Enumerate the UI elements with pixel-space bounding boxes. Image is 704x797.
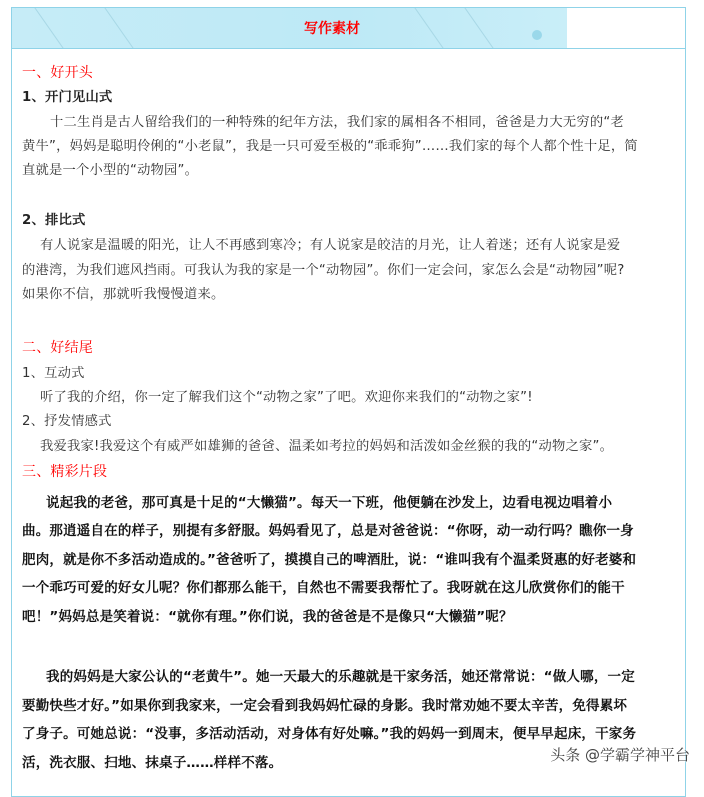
section-heading: 二、好结尾 [22, 340, 93, 356]
watermark: 头条 @学霸学神平台 [550, 746, 690, 764]
text-line: 曲。那逍遥自在的样子，别提有多舒服。妈妈看见了，总是对爸爸说：“你呀，动一动行吗？瞧你一身 [22, 523, 634, 539]
text-line: 我的妈妈是大家公认的“老黄牛”。她一天最大的乐趣就是干家务活，她还常常说：“做人哪，一定 [46, 669, 635, 685]
text-line: 直就是一个小型的“动物园”。 [22, 163, 199, 178]
header-banner [12, 8, 685, 49]
text-line: 活，洗衣服、扫地、抹桌子……样样不落。 [22, 755, 283, 771]
text-line: 了身子。可她总说：“没事，多活动活动，对身体有好处嘛。”我的妈妈一到周末，便早早起床，干家务 [22, 726, 637, 742]
text-line: 说起我的老爸，那可真是十足的“大懒猫”。每天一下班，他便躺在沙发上，边看电视边唱着小 [46, 495, 613, 511]
text-line: 我爱我家!我爱这个有威严如雄狮的爸爸、温柔如考拉的妈妈和活泼如金丝猴的我的“动物之家”。 [40, 439, 614, 454]
text-line: 有人说家是温暖的阳光，让人不再感到寒冷；有人说家是皎洁的月光，让人着迷；还有人说家是爱 [40, 238, 621, 253]
text-line: 听了我的介绍，你一定了解我们这个“动物之家”了吧。欢迎你来我们的“动物之家”! [40, 390, 533, 405]
text-line: 吧！”妈妈总是笑着说：“就你有理。”你们说，我的爸爸是不是像只“大懒猫”呢？ [22, 609, 513, 625]
text-line: 要勤快些才好。”如果你到我家来，一定会看到我妈妈忙碌的身影。我时常劝她不要太辛苦，免得累坏 [22, 698, 628, 714]
section-heading: 一、好开头 [22, 65, 93, 81]
text-line: 十二生肖是古人留给我们的一种特殊的纪年方法，我们家的属相各不相同，爸爸是力大无穷的“老 [50, 115, 624, 130]
page-title: 写作素材 [304, 21, 360, 37]
text-line: 黄牛”，妈妈是聪明伶俐的“小老鼠”，我是一只可爱至极的“乖乖狗”……我们家的每个人都个性十足，简 [22, 139, 638, 154]
text-line: 肥肉，就是你不多活动造成的。”爸爸听了，摸摸自己的啤酒肚，说：“谁叫我有个温柔贤惠的好老婆和 [22, 552, 637, 568]
article-frame [11, 7, 686, 797]
text-line: 一个乖巧可爱的好女儿呢？你们都那么能干，自然也不需要我帮忙了。我呀就在这儿欣赏你们的能干 [22, 580, 625, 596]
item-title: 1、开门见山式 [22, 90, 113, 105]
item-title: 1、互动式 [22, 366, 85, 381]
section-heading: 三、精彩片段 [22, 464, 108, 480]
text-line: 如果你不信，那就听我慢慢道来。 [22, 287, 225, 302]
item-title: 2、排比式 [22, 213, 86, 228]
item-title: 2、抒发情感式 [22, 414, 112, 429]
text-line: 的港湾，为我们遮风挡雨。可我认为我的家是一个“动物园”。你们一定会问，家怎么会是“动物园”呢? [22, 263, 625, 278]
